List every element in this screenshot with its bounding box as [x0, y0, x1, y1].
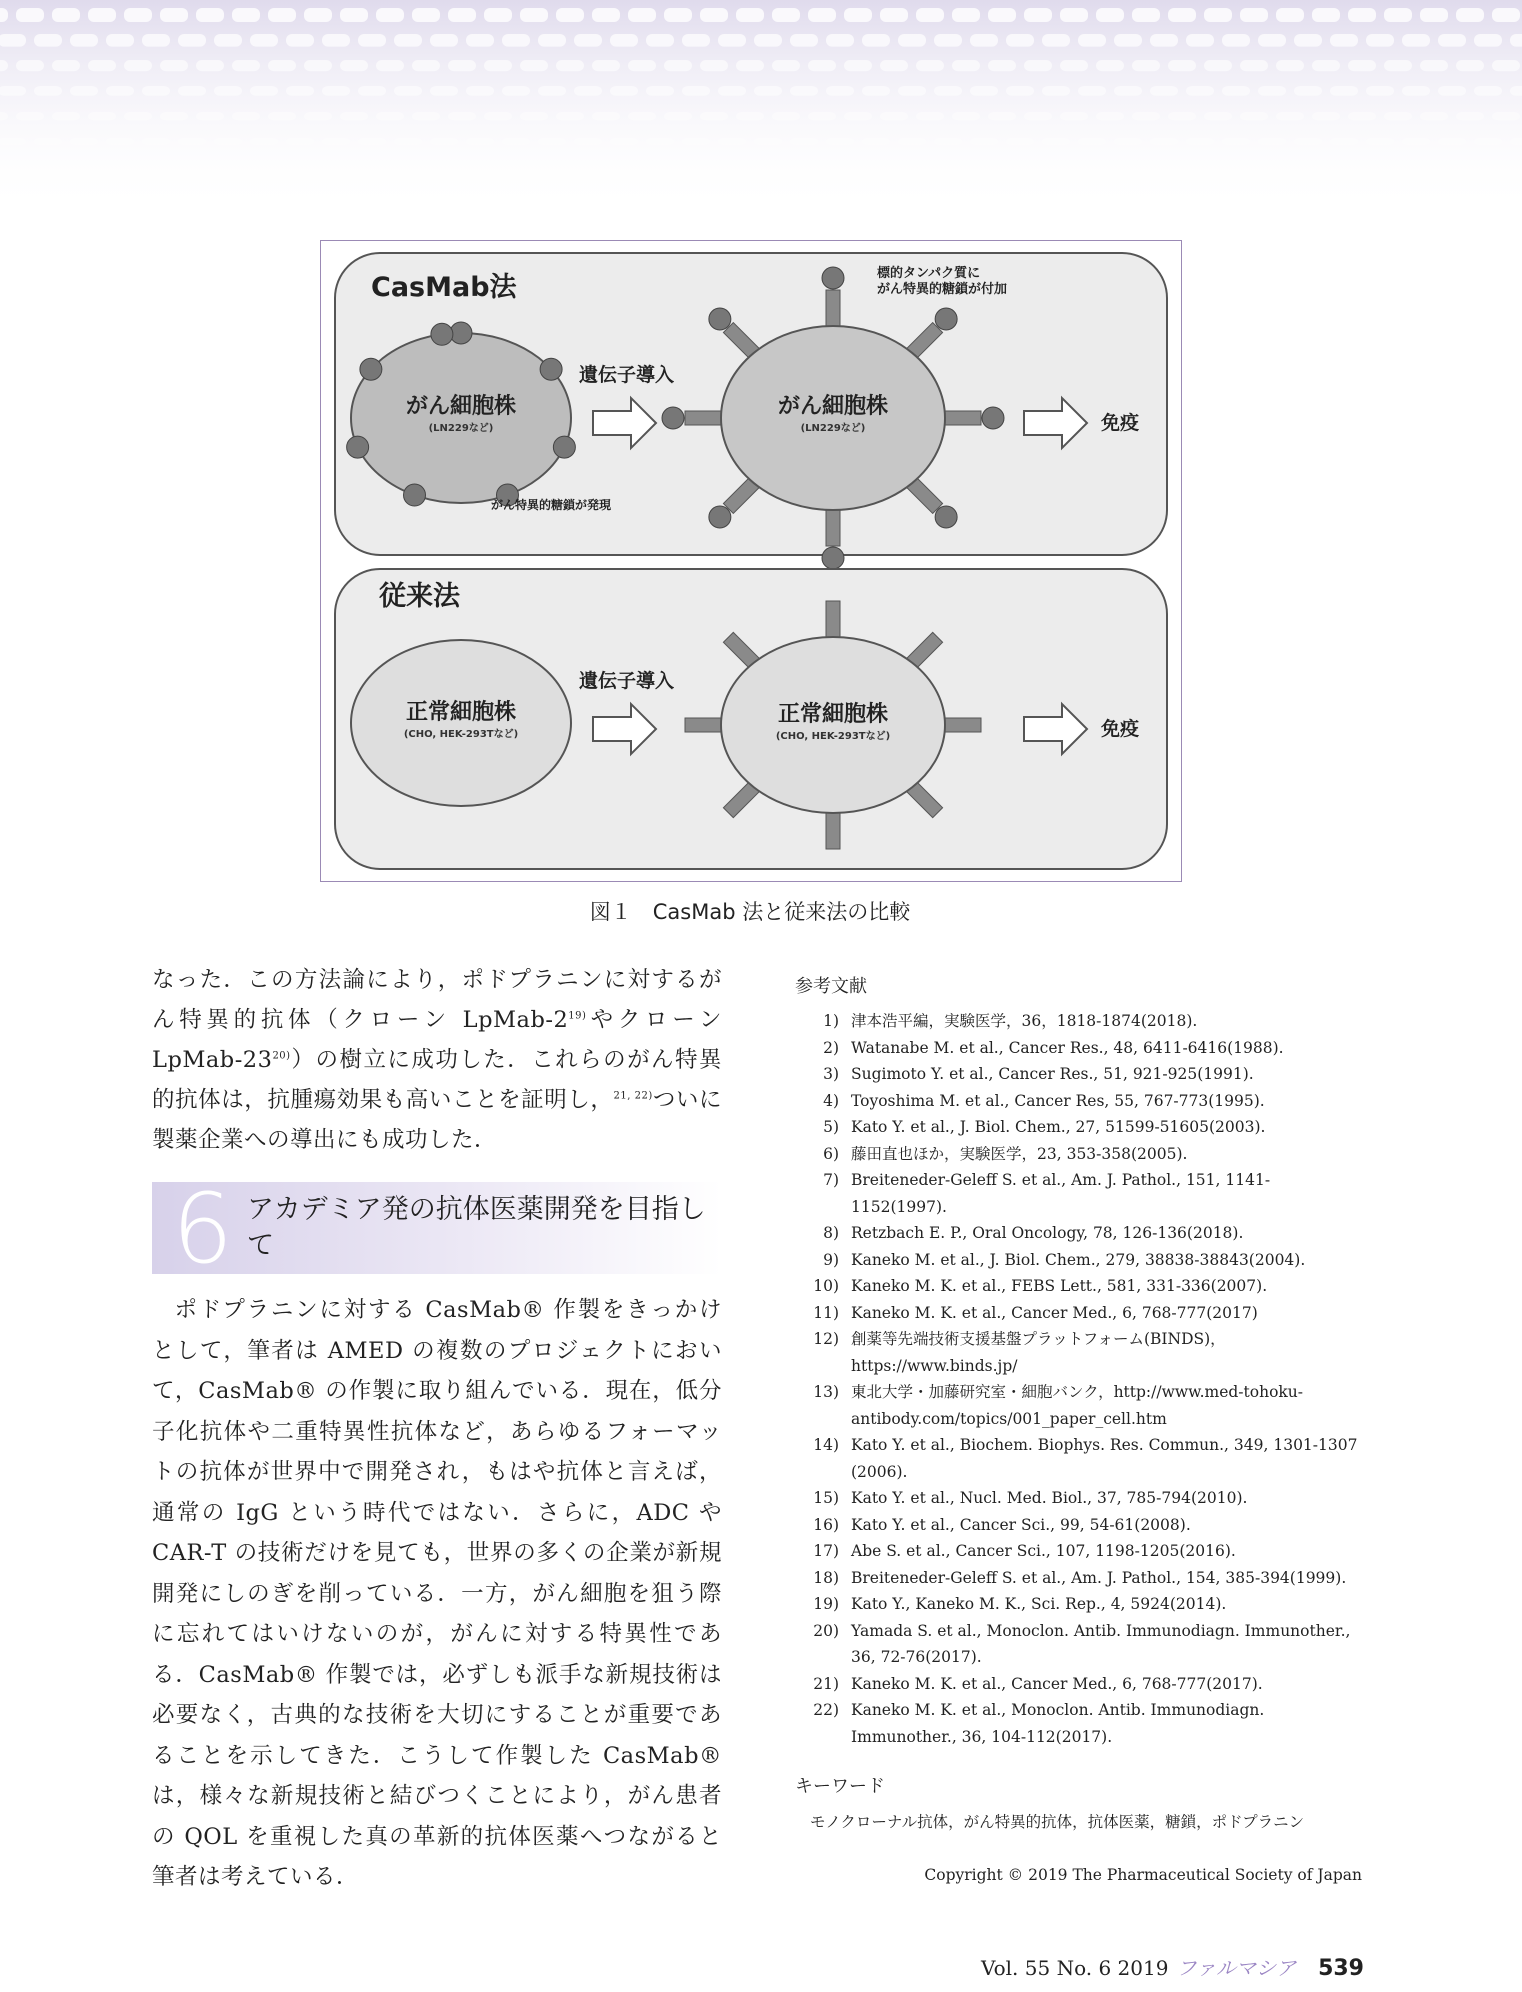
transfer-label-2: 遺伝子導入	[579, 670, 675, 692]
reference-text: Yamada S. et al., Monoclon. Antib. Immunodiagn. Immunother., 36, 72-76(2017).	[851, 1621, 1351, 1666]
reference-number: 16)	[813, 1515, 839, 1534]
magazine-name: ファルマシア	[1176, 1956, 1297, 1980]
reference-item	[795, 1485, 1365, 1512]
reference-item	[795, 1565, 1365, 1592]
header-pattern	[0, 0, 1522, 215]
cell2-label: がん細胞株	[777, 394, 889, 419]
immune-label: 免疫	[1101, 412, 1140, 434]
reference-text: Toyoshima M. et al., Cancer Res, 55, 767-773(1995).	[851, 1091, 1265, 1110]
figure-caption: 図１ CasMab 法と従来法の比較	[589, 900, 911, 924]
references-list	[795, 1008, 1365, 1750]
reference-item	[795, 1671, 1365, 1698]
page-number: 539	[1318, 1956, 1364, 1981]
reference-item	[795, 1141, 1365, 1168]
reference-number: 14)	[813, 1436, 839, 1454]
reference-item	[795, 1512, 1365, 1539]
reference-text: Retzbach E. P., Oral Oncology, 78, 126-136(2018).	[851, 1224, 1244, 1242]
reference-item	[795, 1379, 1365, 1432]
reference-text: Sugimoto Y. et al., Cancer Res., 51, 921-925(1991).	[851, 1065, 1254, 1083]
reference-text: 津本浩平編，実験医学，36，1818-1874(2018).	[851, 1012, 1198, 1030]
body-text: ポドプラニンに対する CasMab® 作製をきっかけとして，筆者は AMED の複数のプロジェクトにおいて，CasMab® の作製に取り組んでいる．現在，低分子化抗体や二重特異性抗体など，あらゆるフォーマットの抗体が世界中で開発され，もはや抗体と言えば，通常の IgG という時代ではない．さらに，ADC や CAR-T の技術だけを見ても，世界の多くの企業が新規開発にしのぎを削っている．一方，がん細胞を狙う際に忘れてはいけないのが，がんに対する特異性である．CasMab® 作製では，必ずしも派手な新規技術は必要なく，古典的な技術を大切にすることが重要であることを示してきた．こうして作製した CasMab® は，様々な新規技術と結びつくことにより，がん患者の QOL を重視した真の革新的抗体医薬へつながると筆者は考えている．	[152, 1297, 722, 1890]
cell4-sublabel: (CHO, HEK-293Tなど)	[775, 731, 891, 742]
reference-item	[795, 1220, 1365, 1247]
cell4-label: 正常細胞株	[777, 702, 889, 727]
reference-number: 20)	[813, 1621, 839, 1640]
reference-text: Kaneko M. K. et al., FEBS Lett., 581, 331-336(2007).	[851, 1277, 1268, 1295]
glycan-dot	[404, 484, 426, 506]
reference-number: 18)	[813, 1568, 839, 1587]
reference-item	[795, 1247, 1365, 1274]
reference-text: Kato Y., Kaneko M. K., Sci. Rep., 4, 5924(2014).	[851, 1595, 1227, 1613]
reference-text: Kato Y. et al., Biochem. Biophys. Res. Commun., 349, 1301-1307 (2006).	[851, 1436, 1358, 1481]
section-title: アカデミア発の抗体医薬開発を目指して	[247, 1194, 706, 1261]
cell1-label: がん細胞株	[405, 394, 517, 419]
glycan-dot	[431, 323, 453, 345]
reference-number: 13)	[813, 1383, 839, 1401]
reference-text: 東北大学・加藤研究室・細胞バンク，http://www.med-tohoku-antibody.com/topics/001_paper_cell.htm	[851, 1383, 1304, 1428]
cell2-sublabel: (LN229など)	[800, 423, 866, 434]
reference-item	[795, 1114, 1365, 1141]
body-text: やクローン LpMab-23	[152, 1007, 722, 1073]
reference-item	[795, 1088, 1365, 1115]
glycan-dot	[662, 407, 684, 429]
reference-item	[795, 1697, 1365, 1750]
reference-text: 創薬等先端技術支援基盤プラットフォーム(BINDS)，https://www.binds.jp/	[851, 1330, 1226, 1375]
reference-number: 22)	[813, 1701, 839, 1719]
reference-text: Kato Y. et al., Cancer Sci., 99, 54-61(2008).	[851, 1515, 1191, 1534]
volume-info: Vol. 55 No. 6 2019	[981, 1956, 1169, 1980]
reference-text: Kato Y. et al., J. Biol. Chem., 27, 51599-51605(2003).	[851, 1118, 1266, 1136]
reference-text: Kaneko M. et al., J. Biol. Chem., 279, 38838-38843(2004).	[851, 1250, 1306, 1269]
body-paragraph-1	[152, 960, 722, 1160]
reference-item	[795, 1591, 1365, 1618]
figure-1	[320, 240, 1182, 882]
reference-number: 1)	[823, 1012, 839, 1030]
body-paragraph-2	[152, 1290, 722, 1898]
reference-number: 15)	[813, 1489, 839, 1507]
section-heading	[152, 1173, 722, 1285]
reference-text: Kaneko M. K. et al., Monoclon. Antib. Immunodiagn. Immunother., 36, 104-112(2017).	[851, 1701, 1265, 1746]
reference-text: Kato Y. et al., Nucl. Med. Biol., 37, 785-794(2010).	[851, 1489, 1248, 1507]
reference-item	[795, 1273, 1365, 1300]
reference-number: 21)	[813, 1674, 839, 1693]
reference-number: 7)	[823, 1171, 839, 1189]
reference-text: Kaneko M. K. et al., Cancer Med., 6, 768-777(2017)	[851, 1303, 1258, 1322]
reference-number: 9)	[823, 1250, 839, 1269]
glycan-dot	[360, 358, 382, 380]
keywords-text: モノクローナル抗体，がん特異的抗体，抗体医薬，糖鎖，ポドプラニン	[810, 1813, 1305, 1831]
reference-text: 藤田直也ほか，実験医学，23, 353-358(2005).	[851, 1144, 1188, 1163]
reference-item	[795, 1008, 1365, 1035]
reference-item	[795, 1035, 1365, 1062]
reference-item	[795, 1300, 1365, 1327]
citation: 19)	[568, 1010, 587, 1022]
reference-item	[795, 1167, 1365, 1220]
body-text: ついに製薬企業への導出にも成功した．	[152, 1087, 722, 1153]
transfer-label: 遺伝子導入	[579, 364, 675, 386]
citation: 21, 22)	[613, 1090, 653, 1102]
reference-number: 3)	[823, 1065, 839, 1083]
reference-item	[795, 1538, 1365, 1565]
reference-number: 19)	[813, 1595, 839, 1613]
conventional-panel-title: 従来法	[379, 581, 460, 612]
cell1-sublabel: (LN229など)	[428, 423, 494, 434]
references-title: 参考文献	[795, 976, 867, 997]
cell3-label: 正常細胞株	[405, 700, 517, 725]
reference-number: 11)	[813, 1303, 839, 1322]
glycan-dot	[347, 436, 369, 458]
reference-number: 8)	[823, 1224, 839, 1242]
body-text: ）の樹立に成功した．これらのがん特異的抗体は，抗腫瘍効果も高いことを証明し，	[152, 1047, 722, 1113]
reference-number: 5)	[823, 1118, 839, 1136]
reference-text: Breiteneder-Geleff S. et al., Am. J. Pathol., 154, 385-394(1999).	[851, 1568, 1347, 1587]
reference-text: Abe S. et al., Cancer Sci., 107, 1198-1205(2016).	[851, 1542, 1236, 1560]
reference-number: 17)	[813, 1542, 839, 1560]
target-label-1: 標的タンパク質に	[877, 266, 981, 281]
reference-number: 12)	[813, 1330, 839, 1348]
reference-number: 4)	[823, 1091, 839, 1110]
section-number: 6	[172, 1173, 234, 1285]
reference-item	[795, 1432, 1365, 1485]
glycan-dot	[822, 547, 844, 569]
casmab-panel-title: CasMab法	[371, 272, 517, 303]
glycan-label: がん特異的糖鎖が発現	[491, 498, 612, 512]
reference-number: 2)	[823, 1038, 839, 1057]
citation: 20)	[272, 1050, 291, 1062]
keywords-title: キーワード	[795, 1776, 885, 1797]
cell3-sublabel: (CHO, HEK-293Tなど)	[403, 729, 519, 740]
copyright: Copyright © 2019 The Pharmaceutical Society of Japan	[924, 1866, 1362, 1884]
immune-label-2: 免疫	[1101, 718, 1140, 740]
page-footer	[981, 1952, 1364, 1981]
reference-text: Kaneko M. K. et al., Cancer Med., 6, 768-777(2017).	[851, 1674, 1263, 1693]
reference-number: 10)	[813, 1277, 839, 1295]
glycan-dot	[540, 358, 562, 380]
glycan-dot	[822, 267, 844, 289]
reference-item	[795, 1618, 1365, 1671]
target-label-2: がん特異的糖鎖が付加	[877, 282, 1008, 297]
reference-number: 6)	[823, 1144, 839, 1163]
reference-text: Breiteneder-Geleff S. et al., Am. J. Pathol., 151, 1141-1152(1997).	[851, 1171, 1271, 1216]
reference-text: Watanabe M. et al., Cancer Res., 48, 6411-6416(1988).	[851, 1038, 1284, 1057]
glycan-dot	[982, 407, 1004, 429]
reference-item	[795, 1326, 1365, 1379]
body-text: なった．この方法論により，ポドプラニンに対するがん特異的抗体（クローン LpMab-2	[152, 967, 722, 1033]
reference-item	[795, 1061, 1365, 1088]
glycan-dot	[553, 436, 575, 458]
